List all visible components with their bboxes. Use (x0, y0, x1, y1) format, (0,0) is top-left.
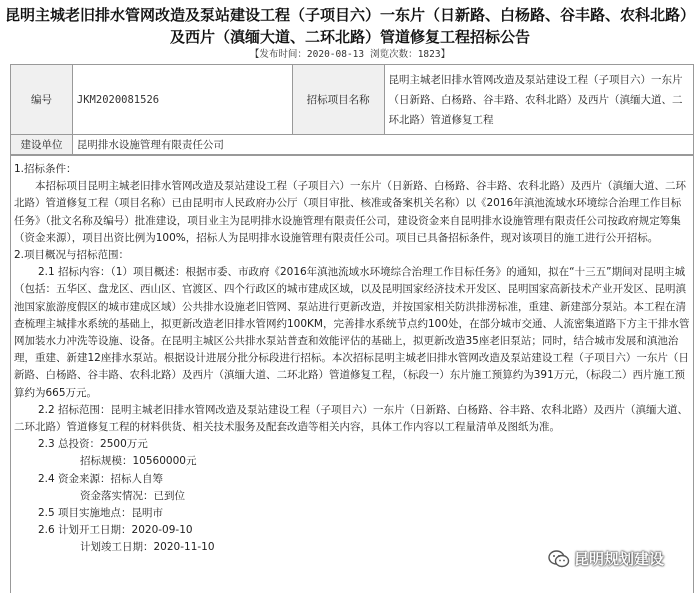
notice-title: 昆明主城老旧排水管网改造及泵站建设工程（子项目六）一东片（日新路、白杨路、谷丰路、农科北路）及西片（滇缅大道、二环北路）管道修复工程招标公告 (4, 6, 695, 46)
views-label: 浏览次数： (370, 49, 418, 60)
publish-meta (0, 46, 700, 60)
watermark-text: 昆明规划建设 (574, 550, 665, 568)
table-row (11, 135, 694, 155)
section-1-text: 本招标项目昆明主城老旧排水管网改造及泵站建设工程（子项目六）一东片（日新路、白杨路、谷丰路、农科北路）及西片（滇缅大道、二环北路）管道修复工程（项目名称）已由昆明市人民政府办公厅（项目审批、核准或备案机关名称）以《2016年滇池流域水环境综合治理工作目标任务》（批文名称及编号）批准建设，项目业主为昆明排水设施管理有限责任公司，建设资金来自昆明排水设施管理有限责任公司按政府规定筹集（资金来源），项目出资比例为100%，招标人为昆明排水设施管理有限责任公司。项目已具备招标条件，现对该项目的施工进行公开招标。 (14, 180, 686, 244)
wechat-watermark (548, 548, 664, 569)
total-investment: 2.3 总投资：2500万元 (38, 438, 148, 451)
wechat-icon (548, 550, 570, 568)
planned-finish: 计划竣工日期：2020-11-10 (80, 541, 215, 554)
views-count: 1823 (417, 49, 441, 60)
table-row (11, 65, 694, 135)
project-name-label: 招标项目名称 (292, 65, 384, 135)
project-name-value: 昆明主城老旧排水管网改造及泵站建设工程（子项目六）一东片（日新路、白杨路、谷丰路、农科北路）及西片（滇缅大道、二环北路）管道修复工程 (384, 65, 693, 135)
owner-label: 建设单位 (11, 135, 73, 155)
section-2-1-text: 2.1 招标内容：（1）项目概述：根据市委、市政府《2016年滇池流域水环境综合治理工作目标任务》的通知，拟在“十三五”期间对昆明主城（包括：五华区、盘龙区、西山区、官渡区、四个行政区的城市建成区域，以及昆明国家经济技术开发区、昆明国家高新技术产业开发区、昆明滇池国家旅游度假区的城市建成区域）公共排水设施老旧管网、泵站进行更新改造，并按国家相关防洪排涝标准，重建、新建部分泵站。本工程在清查梳理主城排水系统的基础上，拟更新改造老旧排水管网约100KM，完善排水系统节点约100处，在部分城市交通、人流密集道路下方主干排水管网加装水力冲洗等设施、设备。在昆明主城区公共排水泵站普查和效能评估的基础上，拟更新改造35座老旧泵站；同时，结合城市发展和滇池治理，重建、新建12座排水泵站。根据设计进展分批分标段进行招标。本次招标昆明主城老旧排水管网改造及泵站建设工程（子项目六）一东片（日新路、白杨路、谷丰路、农科北路）及西片（滇缅大道、二环北路）管道修复工程，（标段一）东片施工预算约为391万元，（标段二）西片施工预算约为665万元。 (14, 266, 690, 399)
section-2-2-text: 2.2 招标范围：昆明主城老旧排水管网改造及泵站建设工程（子项目六）一东片（日新路、白杨路、谷丰路、农科北路）及西片（滇缅大道、二环北路）管道修复工程的材料供货、相关技术服务及配套改造等相关内容，具体工作内容以工程量清单及图纸为准。 (14, 403, 689, 434)
publish-label: 【发布时间： (249, 49, 307, 60)
tender-scale: 招标规模：10560000元 (80, 455, 197, 468)
fund-status: 资金落实情况：已到位 (80, 489, 185, 502)
section-2-title: 2.项目概况与招标范围： (14, 249, 130, 262)
code-value: JKM2020081526 (72, 65, 292, 135)
section-1-title: 1.招标条件： (14, 163, 77, 175)
meta-close: 】 (440, 49, 451, 60)
owner-value: 昆明排水设施管理有限责任公司 (72, 135, 693, 155)
notice-body (14, 161, 690, 557)
info-table (10, 64, 694, 155)
fund-source: 2.4 资金来源：招标人自筹 (38, 472, 164, 485)
planned-start: 2.6 计划开工日期：2020-09-10 (38, 524, 193, 537)
publish-date: 2020-08-13 (306, 49, 365, 60)
code-label: 编号 (11, 65, 73, 135)
project-location: 2.5 项目实施地点：昆明市 (38, 507, 164, 520)
